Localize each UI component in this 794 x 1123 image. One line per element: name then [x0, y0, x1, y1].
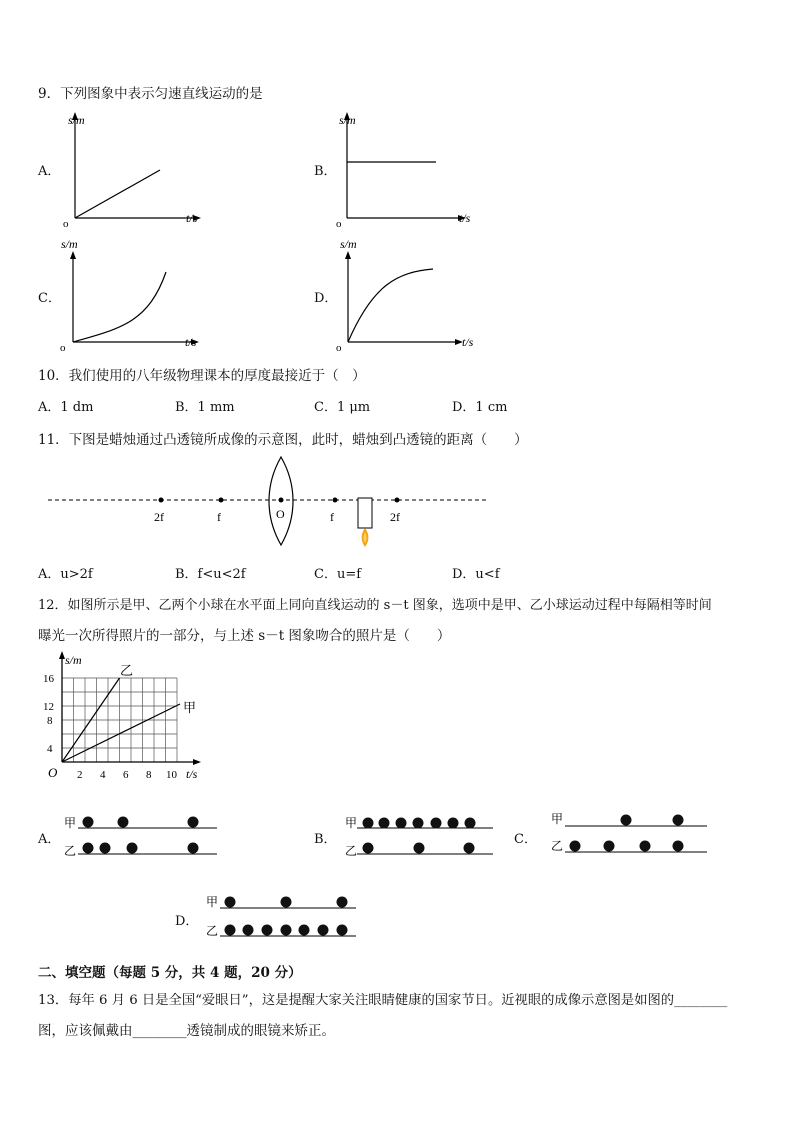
q9-option-d-label: D．: [314, 291, 338, 306]
svg-text:t/s: t/s: [185, 335, 197, 349]
q10-option-b: B．1 mm: [175, 400, 235, 415]
q11-option-d: D．u<f: [452, 567, 500, 582]
q12-option-d-photo: [204, 890, 364, 942]
q12-option-b-photo: [343, 810, 503, 860]
q12-option-b-label: B．: [314, 832, 337, 847]
svg-text:s/m: s/m: [339, 113, 356, 127]
q12-ytick: 16: [43, 673, 54, 685]
q12-stem-line1: 12．如图所示是甲、乙两个小球在水平面上同向直线运动的 s－t 图象，选项中是甲、乙小球运动过程中每隔相等时间: [38, 598, 712, 613]
q12-xlabel: t/s: [186, 767, 198, 781]
svg-text:s/m: s/m: [61, 237, 78, 251]
q11-label-2f-left: 2f: [154, 510, 164, 524]
q10-option-a: A．1 dm: [38, 400, 94, 415]
q11-label-f-right: f: [330, 510, 334, 524]
q9-a-curve: [75, 170, 160, 218]
q12-ytick: 8: [47, 715, 53, 727]
yi-label: 乙: [64, 844, 77, 858]
q11-label-f-left: f: [217, 510, 221, 524]
q9-a-xlabel: t/s: [186, 211, 198, 225]
jia-label: 甲: [551, 812, 564, 826]
q12-option-a-label: A．: [38, 832, 61, 847]
svg-text:s/m: s/m: [340, 237, 357, 251]
q9-option-a-label: A．: [38, 164, 61, 179]
q12-origin: O: [48, 765, 58, 780]
q12-ytick: 12: [43, 701, 54, 713]
svg-text:t/s: t/s: [462, 335, 474, 349]
svg-text:o: o: [60, 342, 66, 354]
q12-xtick: 2: [77, 769, 83, 781]
q11-lens-diagram: [48, 455, 493, 555]
q12-xtick: 4: [100, 769, 106, 781]
q9-graph-b: [333, 110, 483, 230]
q12-option-a-photo: [62, 810, 222, 860]
q9-a-origin: o: [63, 218, 69, 230]
q12-xtick: 8: [146, 769, 152, 781]
q9-c-curve: [73, 272, 166, 342]
q12-xtick: 10: [166, 769, 177, 781]
q12-line-jia: [62, 704, 180, 762]
jia-label: 甲: [64, 816, 77, 830]
candle-image: [358, 498, 372, 528]
jia-label: 甲: [206, 895, 219, 909]
q9-option-c-label: C．: [38, 291, 61, 306]
q11-stem: 11．下图是蜡烛通过凸透镜所成像的示意图，此时，蜡烛到凸透镜的距离（ ）: [38, 432, 528, 448]
q9-stem: 9．下列图象中表示匀速直线运动的是: [38, 86, 263, 102]
svg-text:t/s: t/s: [459, 211, 471, 225]
q9-graph-a: [58, 110, 208, 230]
section-title: 二、填空题（每题 5 分，共 4 题，20 分）: [38, 965, 302, 981]
q12-option-c-label: C．: [514, 832, 537, 847]
q10-option-c: C．1 μm: [314, 400, 371, 415]
q12-xtick: 6: [123, 769, 129, 781]
q11-label-o: O: [276, 507, 285, 521]
q12-label-yi: 乙: [120, 663, 134, 678]
q12-ytick: 4: [47, 743, 53, 755]
q12-stem-line2: 曝光一次所得照片的一部分，与上述 s－t 图象吻合的照片是（ ）: [38, 628, 451, 644]
q10-option-d: D．1 cm: [452, 400, 508, 415]
q12-option-c-photo: [549, 806, 714, 856]
q12-st-chart: [40, 648, 220, 783]
q11-option-a: A．u>2f: [38, 567, 93, 582]
q11-option-b: B．f<u<2f: [175, 567, 246, 582]
q9-a-ylabel: s/m: [68, 113, 85, 127]
q12-option-d-label: D．: [175, 914, 199, 929]
q9-graph-c: [58, 234, 208, 354]
svg-text:o: o: [336, 342, 342, 354]
jia-label: 甲: [345, 816, 358, 830]
q11-label-2f-right: 2f: [390, 510, 400, 524]
q12-label-jia: 甲: [183, 700, 197, 715]
q11-option-c: C．u=f: [314, 567, 362, 582]
q12-grid: [62, 678, 177, 762]
yi-label: 乙: [345, 844, 358, 858]
q12-ylabel: s/m: [65, 653, 82, 667]
yi-label: 乙: [551, 839, 564, 853]
q9-d-curve: [348, 269, 433, 342]
q13-line1: 13．每年 6 月 6 日是全国“爱眼日”，这是提醒大家关注眼睛健康的国家节日。近视眼的成像示意图是如图的________: [38, 993, 728, 1008]
q10-stem: 10．我们使用的八年级物理课本的厚度最接近于（ ）: [38, 368, 366, 384]
q9-graph-d: [333, 234, 483, 354]
svg-text:o: o: [336, 218, 342, 230]
yi-label: 乙: [206, 924, 219, 938]
q9-option-b-label: B．: [314, 164, 337, 179]
q13-line2: 图，应该佩戴由________透镜制成的眼镜来矫正。: [38, 1023, 335, 1039]
